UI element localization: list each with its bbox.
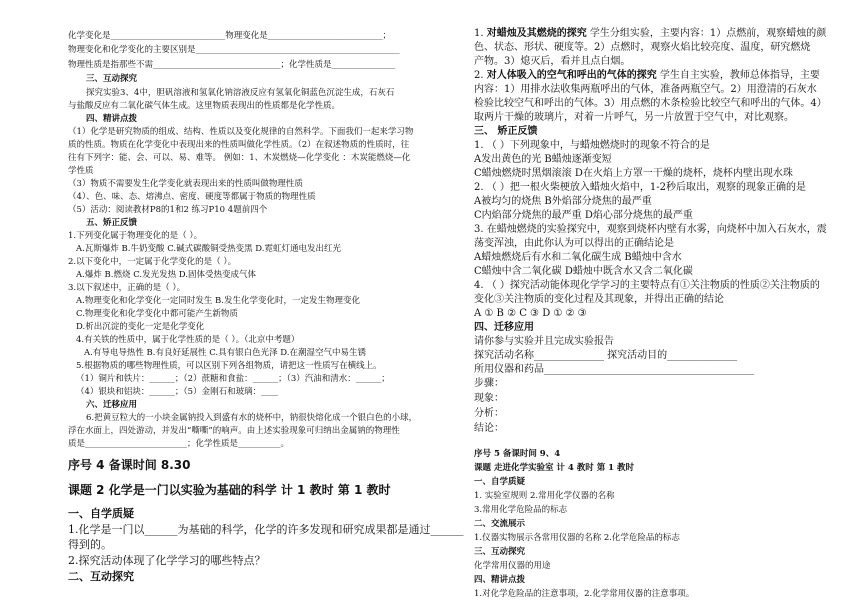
right-text-line: 四、精讲点拨: [474, 575, 526, 585]
right-text-line: 结论：: [474, 423, 504, 434]
left-text-line: （1）化学是研究物质的组成、结构、性质以及变化规律的自然科学。下面我们一起来学习物: [68, 127, 414, 137]
right-text-line: 荡变浑浊，由此你认为可以得出的正确结论是: [474, 238, 674, 249]
left-text-line: （3）物质不需要发生化学变化就表现出来的性质叫做物理性质: [68, 179, 303, 189]
left-text-line: 课题 2 化学是一门以实验为基础的科学 计 1 教时 第 1 教时: [68, 483, 391, 497]
right-text-line: 1. 对蜡烛及其燃烧的探究 学生分组实验，主要内容：1）点燃前，观察蜡烛的颜: [474, 28, 827, 39]
right-text-line: C蜡烛中含二氧化碳 D蜡烛中既含水又含二氧化碳: [474, 266, 693, 277]
right-text-line: A蜡烛燃烧后有水和二氧化碳生成 B蜡烛中含水: [474, 252, 682, 263]
right-text-line: 2. （ ）把一根火柴梗放入蜡烛火焰中，1-2秒后取出，观察的现象正确的是: [474, 182, 807, 193]
left-text-line: 浮在水面上，四处游动，并发出“嘶嘶”的响声。由上述实验现象可归纳出金属钠的物理性: [68, 426, 400, 436]
left-text-line: （1）铜片和铁片：______；（2）蔗糖和食盐：______；（3）汽油和清水：______；: [76, 374, 390, 384]
left-text-line: （4）、色、味、态、熔沸点、密度、硬度等都属于物质的物理性质: [68, 192, 316, 202]
left-text-line: 五、矫正反馈: [86, 218, 138, 228]
right-text-line: 三、互动探究: [474, 547, 526, 557]
right-text-line: 三、 矫正反馈: [474, 126, 538, 137]
left-text-line: 物理性质是指那些不需______________________________；化学性质是_______________: [68, 60, 396, 70]
left-text-line: 往有下列字：能、会、可以、易、难等。 例如：1、木炭燃烧—化学变化 ：木炭能燃烧—化: [68, 153, 411, 163]
right-text-line: A ① B ② C ③ D ① ② ③: [474, 308, 587, 319]
right-text-line: 色、状态、形状、硬度等。2）点燃时，观察火焰比较亮度、温度，研究燃烧: [474, 42, 811, 53]
right-text-line: 内容：1）用排水法收集两瓶呼出的气体，准备两瓶空气。2）用澄清的石灰水: [474, 84, 817, 95]
left-text-line: 化学变化是___________________________物理变化是___________________________；: [68, 31, 392, 41]
right-text-line: 序号 5 备课时间 9、4: [474, 449, 561, 459]
right-text-line: 3. 在蜡烛燃烧的实验探究中，观察到烧杯内壁有水雾，向烧杯中加入石灰水，震: [474, 224, 827, 235]
left-text-line: 质的性质。物质在化学变化中表现出来的性质叫做化学性质。（2）在叙述物质的性质时，往: [68, 140, 410, 150]
left-text-line: 学性质: [68, 166, 94, 176]
left-text-line: 三、互动探究: [86, 74, 138, 84]
left-text-line: 6.把黄豆粒大的一小块金属钠投入到盛有水的烧杯中，钠很快熔化成一个银白色的小球，: [86, 413, 418, 423]
left-text-line: 1.下列变化属于物理变化的是（ ）。: [68, 231, 203, 241]
right-text-line: 1.对化学危险品的注意事项，2.化学常用仪器的注意事项。: [474, 589, 695, 599]
right-text-line: 产物。3）熄灭后，看并且点白烟。: [474, 56, 631, 67]
left-text-line: 二、互动探究: [68, 570, 134, 583]
left-text-line: 得到的。: [68, 538, 112, 551]
right-text-line: 4. （ ）探究活动能体现化学学习的主要特点有①关注物质的性质②关注物质的: [474, 280, 820, 291]
right-text-line: 取两片干燥的玻璃片，对着一片呼气，另一片放置于空气中，对比观察。: [474, 112, 794, 123]
right-text-line: 变化③关注物质的变化过程及其现象，并得出正确的结论: [474, 294, 724, 305]
left-text-line: A.瓦斯爆炸 B.牛奶变酸 C.碱式碳酸铜受热变黑 D.霓虹灯通电发出红光: [76, 244, 342, 254]
right-text-line: 二、交流展示: [474, 519, 526, 529]
right-text-line: 步骤：: [474, 378, 504, 389]
left-text-line: 四、精讲点拨: [86, 114, 138, 124]
left-text-line: 物理变化和化学变化的主要区别是________________________________________________: [68, 45, 400, 55]
left-text-line: 与盐酸反应有二氧化碳气体生成。这里物质表现出的性质都是化学性质。: [68, 101, 341, 111]
right-text-line: 现象：: [474, 393, 504, 404]
right-text-line: 3.常用化学危险品的标志: [474, 505, 568, 515]
left-text-line: 序号 4 备课时间 8.30: [68, 458, 191, 472]
left-text-line: （5）活动：阅读教材P8的1和2 练习P10 4题前四个: [68, 205, 268, 215]
left-text-line: 4.有关铁的性质中，属于化学性质的是（ ）。（北京中考题）: [76, 335, 300, 345]
right-text-line: 检验比较空气和呼出的气体。3）用点燃的木条检验比较空气和呼出的气体。4）: [474, 98, 827, 109]
left-text-line: A.有导电导热性 B.有良好延展性 C.具有银白色光泽 D.在潮湿空气中易生锈: [84, 348, 367, 358]
right-text-line: 2. 对人体吸入的空气和呼出的气体的探究 学生自主实验，教师总体指导，主要: [474, 70, 820, 81]
right-text-line: A发出黄色的光 B蜡烛逐渐变短: [474, 154, 612, 165]
right-text-line: 1.仪器实物展示各常用仪器的名称 2.化学危险品的标志: [474, 533, 680, 543]
right-text-line: 探究活动名称______________ 探究活动目的______________: [474, 350, 738, 361]
right-text-line: 1. （ ）下列现象中，与蜡烛燃烧时的现象不符合的是: [474, 140, 710, 151]
left-text-line: 一、自学质疑: [68, 507, 134, 520]
left-text-line: C.物理变化和化学变化中都可能产生新物质: [76, 309, 238, 319]
left-text-line: 六、迁移应用: [86, 400, 138, 410]
right-text-line: 所用仪器和药品__________________________________________: [474, 364, 754, 375]
right-text-line: 化学常用仪器的用途: [474, 561, 551, 571]
right-text-line: C内焰部分烧焦的最严重 D焰心部分烧焦的最严重: [474, 210, 693, 221]
right-text-line: 四、迁移应用: [474, 322, 534, 333]
left-text-line: 1.化学是一门以______为基础的科学，化学的许多发现和研究成果都是通过______: [68, 523, 464, 536]
left-text-line: A.物理变化和化学变化一定同时发生 B.发生化学变化时，一定发生物理变化: [76, 296, 360, 306]
right-text-line: 一、自学质疑: [474, 477, 526, 487]
left-text-line: 2.探究活动体现了化学学习的哪些特点？: [68, 554, 266, 567]
left-text-line: A.爆炸 B.燃烧 C.发光发热 D.固体受热变成气体: [76, 270, 257, 280]
left-text-line: 5.根据物质的哪些物理性质，可以区别下列各组物质，请把这一性质写在横线上。: [76, 361, 382, 371]
left-text-line: 探究实验3、4中，胆矾溶液和氢氧化钠溶液反应有氢氧化铜蓝色沉淀生成，石灰石: [86, 88, 395, 98]
right-text-line: 课题 走进化学实验室 计 4 教时 第 1 教时: [474, 463, 635, 473]
left-text-line: （4）银块和铝块：______；（5）金刚石和玻璃：____: [76, 387, 279, 397]
right-text-line: C蜡烛燃烧时黑烟滚滚 D在火焰上方罩一干燥的烧杯，烧杯内壁出现水珠: [474, 168, 793, 179]
left-text-line: D.析出沉淀的变化一定是化学变化: [76, 322, 205, 332]
left-text-line: 质是________________________；化学性质是__________。: [68, 439, 290, 449]
right-text-line: A被均匀的烧焦 B外焰部分烧焦的最严重: [474, 196, 652, 207]
right-text-line: 1. 实验室规则 2.常用化学仪器的名称: [474, 491, 615, 501]
left-text-line: 2.以下变化中，一定属于化学变化的是（ ）。: [68, 257, 237, 267]
right-text-line: 请你参与实验并且完成实验报告: [474, 336, 614, 347]
right-text-line: 分析：: [474, 408, 504, 419]
left-text-line: 3.以下叙述中，正确的是（ ）。: [68, 283, 186, 293]
